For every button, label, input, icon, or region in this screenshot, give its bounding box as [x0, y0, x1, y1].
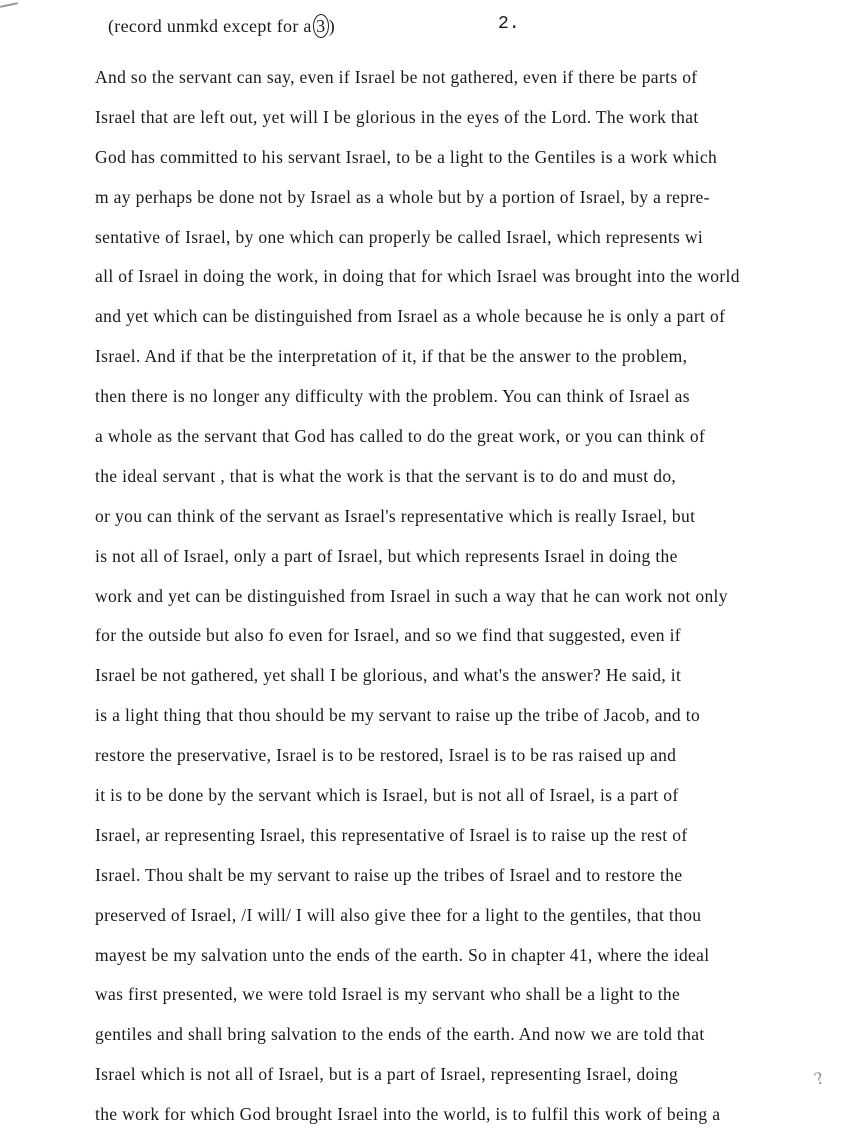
text-line: gentiles and shall bring salvation to the ends of the earth. And now we are told that	[95, 1024, 705, 1045]
text-line: and yet which can be distinguished from Israel as a whole because he is only a part of	[95, 306, 726, 327]
header-note	[108, 14, 335, 38]
header-note-close: )	[328, 16, 336, 36]
text-line: And so the servant can say, even if Israel be not gathered, even if there be parts of	[95, 67, 698, 87]
text-line: Israel, ar representing Israel, this representative of Israel is to raise up the rest of	[95, 824, 688, 845]
text-line: the work for which God brought Israel into the world, is to fulfil this work of being a	[95, 1104, 721, 1125]
text-line: Israel. And if that be the interpretation of it, if that be the answer to the problem,	[95, 346, 688, 367]
text-line: work and yet can be distinguished from Israel in such a way that he can work not only	[95, 585, 728, 606]
text-line: the ideal servant , that is what the work is that the servant is to do and must do,	[95, 465, 677, 486]
text-line: a whole as the servant that God has called to do the great work, or you can think of	[95, 426, 706, 447]
text-line: is not all of Israel, only a part of Israel, but which represents Israel in doing the	[95, 545, 678, 566]
text-line: m ay perhaps be done not by Israel as a whole but by a portion of Israel, by a repre-	[95, 186, 710, 207]
text-line: Israel. Thou shalt be my servant to raise up the tribes of Israel and to restore the	[95, 864, 683, 885]
document-body	[95, 60, 835, 1137]
text-line: Israel that are left out, yet will I be glorious in the eyes of the Lord. The work that	[95, 106, 699, 127]
text-line: for the outside but also fo even for Israel, and so we find that suggested, even if	[95, 625, 681, 646]
text-line: restore the preservative, Israel is to be restored, Israel is to be ras raised up and	[95, 745, 677, 766]
scan-corner-mark	[0, 2, 18, 8]
header-note-text: (record unmkd except for a	[108, 16, 312, 36]
text-line: sentative of Israel, by one which can properly be called Israel, which represents wi	[95, 226, 704, 247]
text-line: preserved of Israel, /I will/ I will also give thee for a light to the gentiles, that thou	[95, 904, 702, 925]
text-line: was first presented, we were told Israel is my servant who shall be a light to the	[95, 984, 681, 1005]
margin-handwriting-mark: ?	[811, 1067, 827, 1089]
text-line: mayest be my salvation unto the ends of the earth. So in chapter 41, where the ideal	[95, 944, 710, 965]
text-line: is a light thing that thou should be my servant to raise up the tribe of Jacob, and to	[95, 705, 701, 726]
circled-number: 3	[313, 14, 329, 38]
text-line: it is to be done by the servant which is Israel, but is not all of Israel, is a part of	[95, 785, 679, 806]
text-line: Israel which is not all of Israel, but is a part of Israel, representing Israel, doing	[95, 1064, 679, 1085]
text-line: then there is no longer any difficulty with the problem. You can think of Israel as	[95, 386, 690, 407]
text-line: Israel be not gathered, yet shall I be glorious, and what's the answer? He said, it	[95, 665, 682, 686]
text-line: or you can think of the servant as Israel's representative which is really Israel, but	[95, 505, 696, 526]
text-line: God has committed to his servant Israel, to be a light to the Gentiles is a work which	[95, 146, 718, 167]
page-number: 2.	[498, 14, 520, 34]
text-line: all of Israel in doing the work, in doing that for which Israel was brought into the world	[95, 266, 740, 287]
